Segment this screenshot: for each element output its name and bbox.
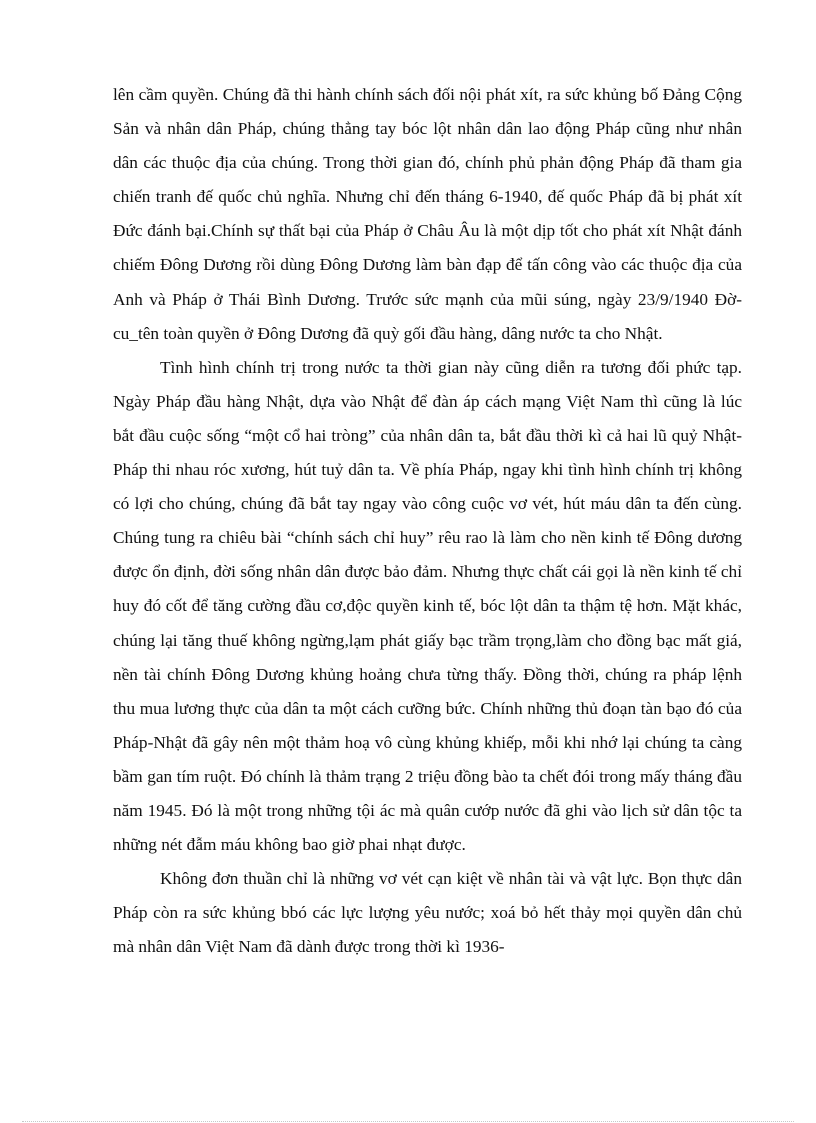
paragraph-continuation: lên cầm quyền. Chúng đã thi hành chính sách đối nội phát xít, ra sức khủng bố Đảng Cộng Sản và nhân dân Pháp, chúng thẳng tay bóc lột nhân dân lao động Pháp cũng như nhân dân các thuộc địa của chúng. Trong thời gian đó, chính phủ phản động Pháp đã tham gia chiến tranh đế quốc chủ nghĩa. Nhưng chỉ đến tháng 6-1940, đế quốc Pháp đã bị phát xít Đức đánh bại.Chính sự thất bại của Pháp ở Châu Âu là một dịp tốt cho phát xít Nhật đánh chiếm Đông Dương rồi dùng Đông Dương làm bàn đạp để tấn công vào các thuộc địa của Anh và Pháp ở Thái Bình Dương. Trước sức mạnh của mũi súng, ngày 23/9/1940 Đờ-cu_tên toàn quyền ở Đông Dương đã quỳ gối đầu hàng, dâng nước ta cho Nhật.: [113, 85, 742, 343]
body-text: [113, 78, 742, 964]
paragraph-exploitation: Không đơn thuần chỉ là những vơ vét cạn kiệt về nhân tài và vật lực. Bọn thực dân Pháp còn ra sức khủng bbó các lực lượng yêu nước; xoá bỏ hết thảy mọi quyền dân chủ mà nhân dân Việt Nam đã dành được trong thời kì 1936-: [113, 869, 742, 957]
paragraph-political-situation: Tình hình chính trị trong nước ta thời gian này cũng diễn ra tương đối phức tạp. Ngày Pháp đầu hàng Nhật, dựa vào Nhật để đàn áp cách mạng Việt Nam thì cũng là lúc bắt đầu cuộc sống “một cổ hai tròng” của nhân dân ta, bắt đầu thời kì cả hai lũ quỷ Nhật-Pháp thi nhau róc xương, hút tuỷ dân ta. Về phía Pháp, ngay khi tình hình chính trị không có lợi cho chúng, chúng đã bắt tay ngay vào công cuộc vơ vét, hút máu dân ta đến cùng. Chúng tung ra chiêu bài “chính sách chỉ huy” rêu rao là làm cho nền kinh tế Đông dương được ổn định, đời sống nhân dân được bảo đảm. Nhưng thực chất cái gọi là nền kinh tế chỉ huy đó cốt để tăng cường đầu cơ,độc quyền kinh tế, bóc lột dân ta thậm tệ hơn. Mặt khác, chúng lại tăng thuế không ngừng,lạm phát giấy bạc trầm trọng,làm cho đồng bạc mất giá, nền tài chính Đông Dương khủng hoảng chưa từng thấy. Đồng thời, chúng ra pháp lệnh thu mua lương thực của dân ta một cách cưỡng bức. Chính những thủ đoạn tàn bạo đó của Pháp-Nhật đã gây nên một thảm hoạ vô cùng khủng khiếp, mỗi khi nhớ lại chúng ta càng bầm gan tím ruột. Đó chính là thảm trạng 2 triệu đồng bào ta chết đói trong mấy tháng đầu năm 1945. Đó là một trong những tội ác mà quân cướp nước đã ghi vào lịch sử dân tộc ta những nét đẫm máu không bao giờ phai nhạt được.: [113, 357, 742, 855]
page-bottom-divider: [22, 1121, 794, 1122]
